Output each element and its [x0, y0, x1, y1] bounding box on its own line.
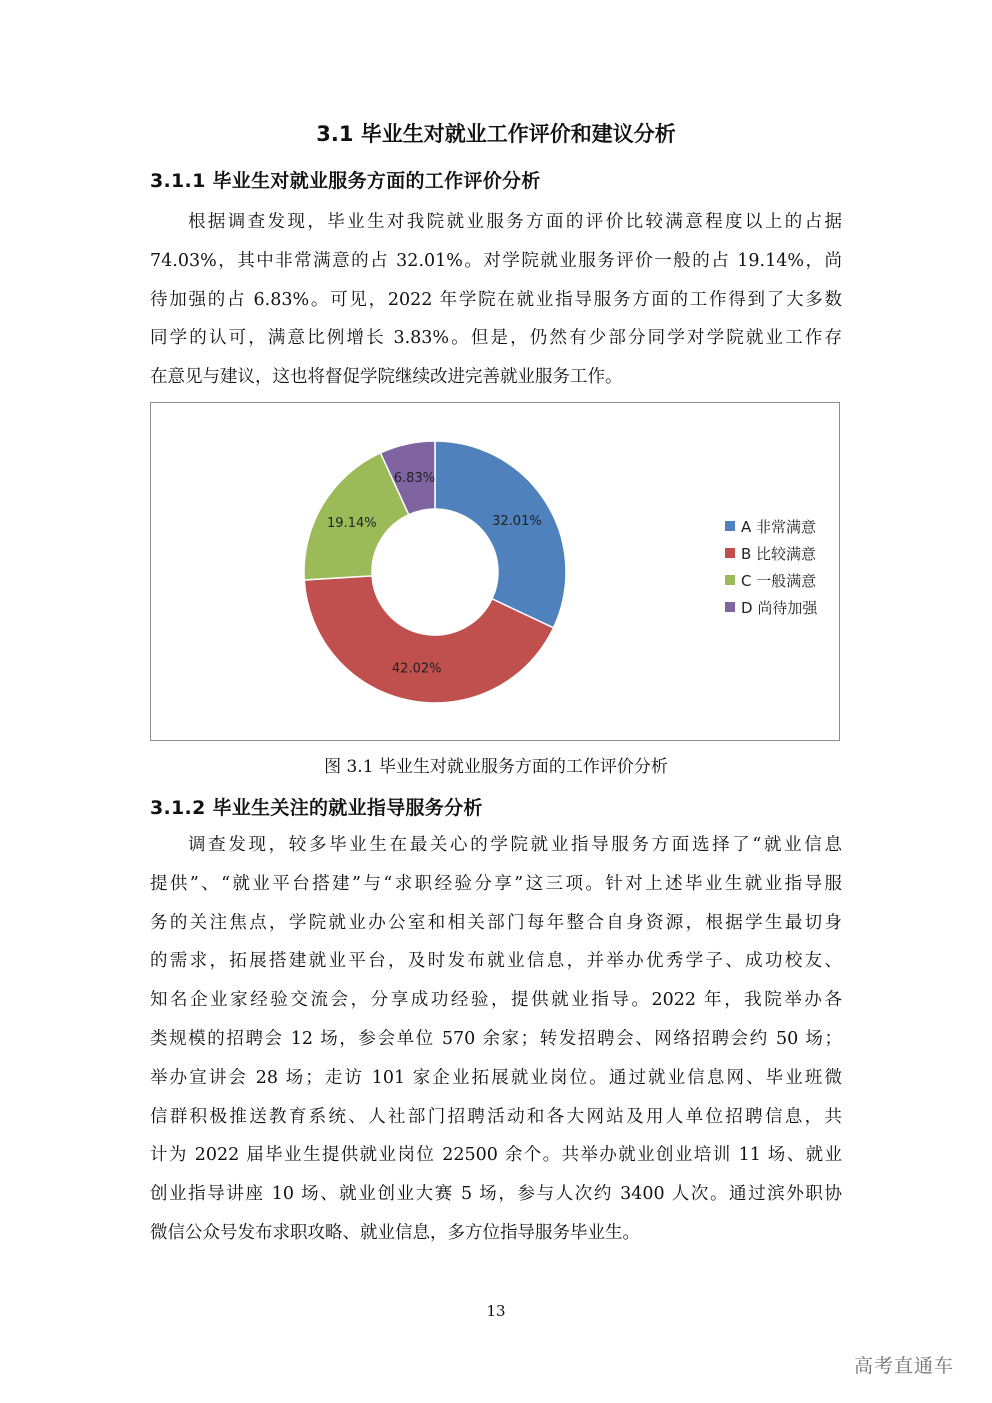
- paragraph-line: 微信公众号发布求职攻略、就业信息，多方位指导服务毕业生。: [150, 1222, 640, 1243]
- paragraph-line: 调查发现，较多毕业生在最关心的学院就业指导服务方面选择了“就业信息: [188, 835, 842, 855]
- paragraph-line: 同学的认可，满意比例增长 3.83%。但是，仍然有少部分同学对学院就业工作存: [150, 328, 842, 349]
- paragraph-line: 务的关注焦点，学院就业办公室和相关部门每年整合自身资源，根据学生最切身: [150, 912, 842, 933]
- figure-caption: 图 3.1 毕业生对就业服务方面的工作评价分析: [324, 757, 668, 777]
- legend-label: B 比较满意: [741, 545, 817, 563]
- paragraph-line: 类规模的招聘会 12 场，参会单位 570 余家；转发招聘会、网络招聘会约 50 场；: [150, 1028, 842, 1049]
- donut-chart: [151, 403, 839, 740]
- subsection-title-3-1-1: 3.1.1 毕业生对就业服务方面的工作评价分析: [150, 170, 541, 192]
- legend-label: C 一般满意: [741, 572, 817, 590]
- paragraph-line: 74.03%，其中非常满意的占 32.01%。对学院就业服务评价一般的占 19.14%，尚: [150, 250, 842, 271]
- paragraph-evaluation: [150, 203, 842, 397]
- legend-swatch: [725, 548, 735, 558]
- paragraph-line: 创业指导讲座 10 场、就业创业大赛 5 场，参与人次约 3400 人次。通过滨外职协: [150, 1184, 842, 1205]
- paragraph-line: 待加强的占 6.83%。可见，2022 年学院在就业指导服务方面的工作得到了大多数: [150, 289, 842, 310]
- legend-swatch: [725, 575, 735, 585]
- legend-label: A 非常满意: [741, 518, 817, 536]
- paragraph-line: 信群积极推送教育系统、人社部门招聘活动和各大网站及用人单位招聘信息，共: [150, 1106, 842, 1127]
- page-number: 13: [486, 1302, 506, 1320]
- paragraph-line: 知名企业家经验交流会，分享成功经验，提供就业指导。2022 年，我院举办各: [150, 990, 842, 1011]
- donut-data-label: 6.83%: [393, 471, 436, 487]
- subsection-title-3-1-2: 3.1.2 毕业生关注的就业指导服务分析: [150, 797, 483, 819]
- paragraph-line: 提供”、“就业平台搭建”与“求职经验分享”这三项。针对上述毕业生就业指导服: [150, 873, 842, 894]
- paragraph-guidance: [150, 826, 842, 1253]
- donut-slice: [435, 441, 566, 628]
- donut-data-label: 42.02%: [391, 661, 442, 677]
- paragraph-line: 举办宣讲会 28 场；走访 101 家企业拓展就业岗位。通过就业信息网、毕业班微: [150, 1067, 842, 1088]
- donut-data-label: 19.14%: [327, 516, 377, 532]
- paragraph-line: 在意见与建议，这也将督促学院继续改进完善就业服务工作。: [150, 367, 623, 388]
- donut-chart-frame: [150, 402, 840, 741]
- watermark: 高考直通车: [854, 1355, 955, 1377]
- paragraph-line: 根据调查发现，毕业生对我院就业服务方面的评价比较满意程度以上的占据: [188, 212, 842, 232]
- paragraph-line: 计为 2022 届毕业生提供就业岗位 22500 余个。共举办就业创业培训 11 场、就业: [150, 1145, 842, 1166]
- section-title: 3.1 毕业生对就业工作评价和建议分析: [316, 122, 676, 146]
- legend-swatch: [725, 521, 735, 531]
- legend-label: D 尚待加强: [741, 599, 818, 617]
- legend-swatch: [725, 602, 735, 612]
- donut-data-label: 32.01%: [492, 514, 542, 530]
- paragraph-line: 的需求，拓展搭建就业平台，及时发布就业信息，并举办优秀学子、成功校友、: [150, 951, 842, 972]
